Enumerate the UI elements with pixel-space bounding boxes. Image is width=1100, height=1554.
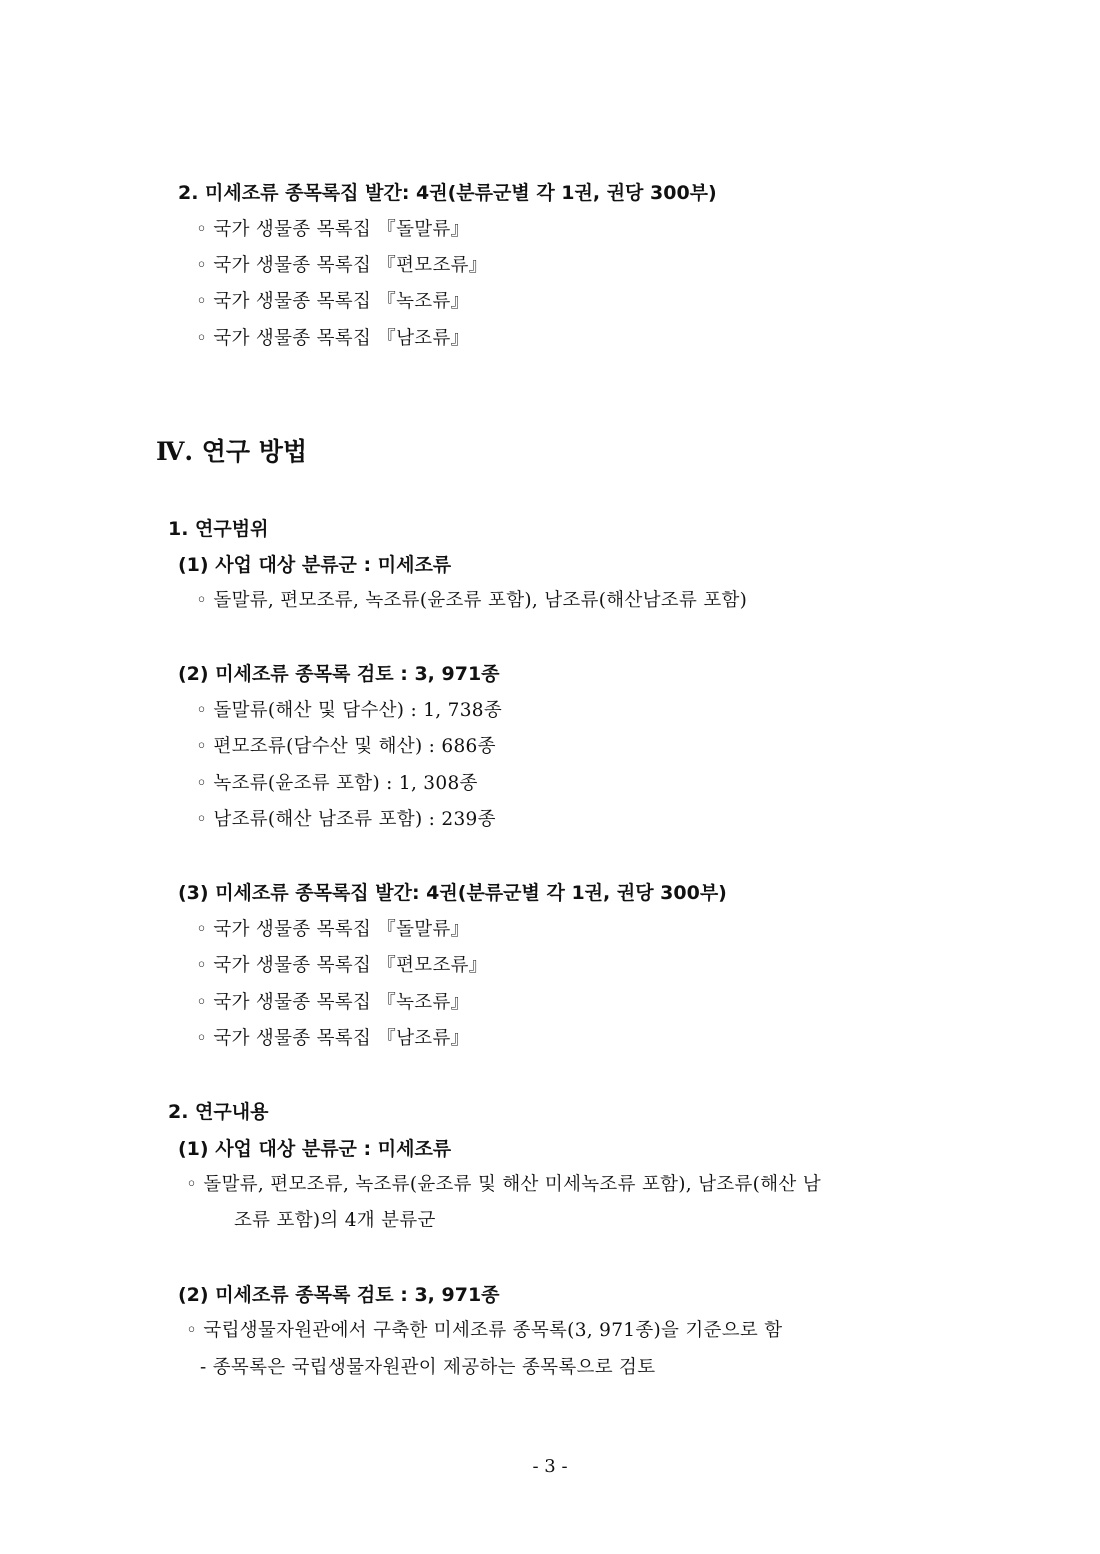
subsection-heading: (2) 미세조류 종목록 검토 : 3, 971종 (178, 663, 500, 685)
list-item: ◦ 돌말류(해산 및 담수산) : 1, 738종 (196, 700, 503, 721)
list-item: ◦ 국가 생물종 목록집 『돌말류』 (196, 919, 470, 940)
section-heading: 1. 연구범위 (168, 518, 269, 540)
chapter-heading: Ⅳ. 연구 방법 (156, 437, 308, 466)
list-item: ◦ 녹조류(윤조류 포함) : 1, 308종 (196, 773, 478, 794)
list-item: ◦ 돌말류, 편모조류, 녹조류(윤조류 포함), 남조류(해산남조류 포함) (196, 590, 748, 611)
section-heading: 2. 미세조류 종목록집 발간: 4권(분류군별 각 1권, 권당 300부) (178, 182, 717, 204)
list-item: ◦ 국가 생물종 목록집 『편모조류』 (196, 955, 488, 976)
list-item-continuation: 조류 포함)의 4개 분류군 (234, 1210, 436, 1231)
subsection-heading: (1) 사업 대상 분류군 : 미세조류 (178, 554, 452, 576)
subsection-heading: (1) 사업 대상 분류군 : 미세조류 (178, 1138, 452, 1160)
list-item: ◦ 국립생물자원관에서 구축한 미세조류 종목록(3, 971종)을 기준으로 함 (186, 1320, 783, 1341)
section-heading: 2. 연구내용 (168, 1101, 269, 1123)
list-item: ◦ 국가 생물종 목록집 『녹조류』 (196, 992, 470, 1013)
list-item: ◦ 돌말류, 편모조류, 녹조류(윤조류 및 해산 미세녹조류 포함), 남조류(해산 남 (186, 1174, 821, 1195)
list-item: ◦ 국가 생물종 목록집 『편모조류』 (196, 255, 488, 276)
list-item: ◦ 국가 생물종 목록집 『돌말류』 (196, 219, 470, 240)
page-number: - 3 - (532, 1456, 568, 1477)
sub-list-item: - 종목록은 국립생물자원관이 제공하는 종목록으로 검토 (200, 1357, 656, 1378)
list-item: ◦ 국가 생물종 목록집 『남조류』 (196, 1028, 470, 1049)
list-item: ◦ 국가 생물종 목록집 『남조류』 (196, 328, 470, 349)
subsection-heading: (2) 미세조류 종목록 검토 : 3, 971종 (178, 1284, 500, 1306)
list-item: ◦ 국가 생물종 목록집 『녹조류』 (196, 291, 470, 312)
subsection-heading: (3) 미세조류 종목록집 발간: 4권(분류군별 각 1권, 권당 300부) (178, 882, 727, 904)
list-item: ◦ 편모조류(담수산 및 해산) : 686종 (196, 736, 496, 757)
list-item: ◦ 남조류(해산 남조류 포함) : 239종 (196, 809, 496, 830)
